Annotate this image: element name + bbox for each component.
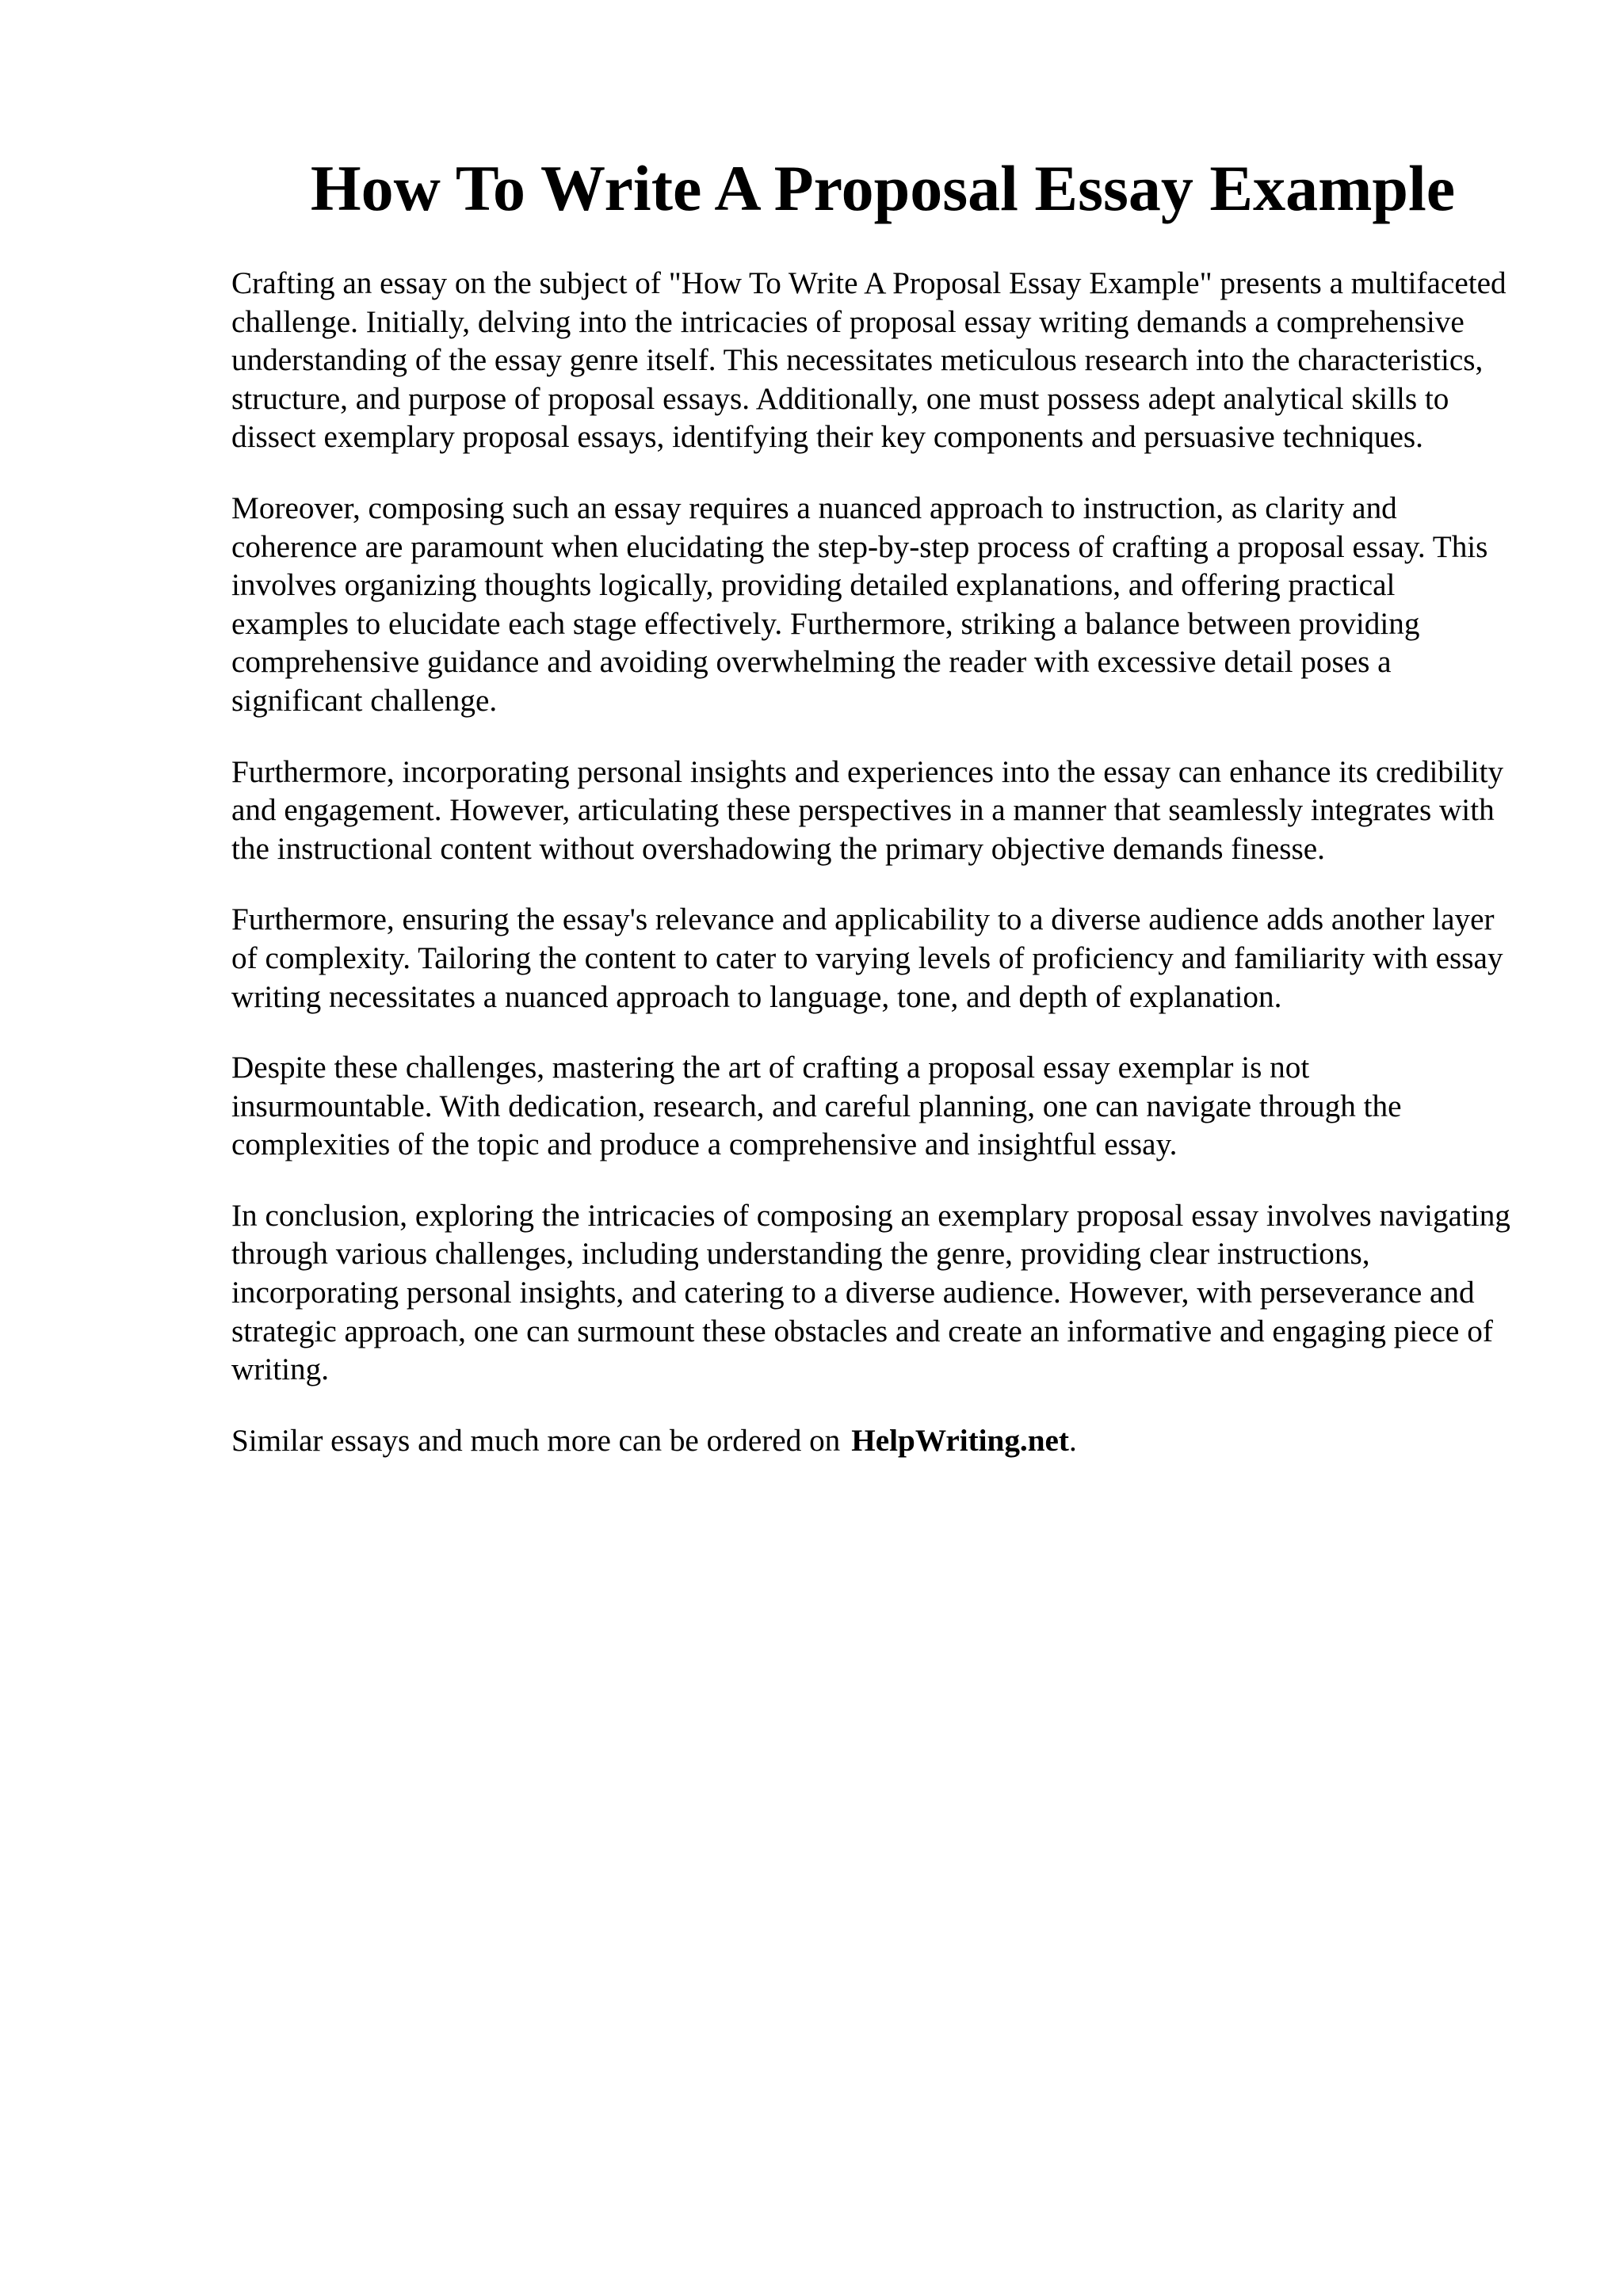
footer-suffix: . [1068,1423,1077,1458]
document-body [231,265,1517,1493]
paragraph-audience-relevance: Furthermore, ensuring the essay's relevance and applicability to a diverse audience adds another layer of complexity. Tailoring the content to cater to varying levels of proficiency and familiarity with essay writing necessitates a nuanced approach to language, tone, and depth of explanation. [231,902,1503,1014]
paragraph-challenges-surmountable: Despite these challenges, mastering the art of crafting a proposal essay exemplar is not insurmountable. With dedication, research, and careful planning, one can navigate through the complexities of the topic and produce a comprehensive and insightful essay. [231,1051,1402,1162]
footer-prefix: Similar essays and much more can be ordered on [231,1423,841,1458]
helpwriting-link[interactable]: HelpWriting.net [851,1423,1069,1458]
document-title: How To Write A Proposal Essay Example [310,152,1456,224]
paragraph-conclusion: In conclusion, exploring the intricacies of composing an exemplary proposal essay involves navigating through various challenges, including understanding the genre, providing clear instructions, incorporating personal insights, and catering to a diverse audience. However, with perseverance and strategic approach, one can surmount these obstacles and create an informative and engaging piece of writing. [231,1198,1510,1387]
paragraph-instruction-approach: Moreover, composing such an essay requires a nuanced approach to instruction, as clarity and coherence are paramount when elucidating the step-by-step process of crafting a proposal essay. This involves organizing thoughts logically, providing detailed explanations, and offering practical examples to elucidate each stage effectively. Furthermore, striking a balance between providing comprehensive guidance and avoiding overwhelming the reader with excessive detail poses a significant challenge. [231,490,1488,718]
paragraph-personal-insights: Furthermore, incorporating personal insights and experiences into the essay can enhance its credibility and engagement. However, articulating these perspectives in a manner that seamlessly integrates with the instructional content without overshadowing the primary objective demands finesse. [231,754,1504,866]
paragraph-intro: Crafting an essay on the subject of "How To Write A Proposal Essay Example" presents a multifaceted challenge. Initially, delving into the intricacies of proposal essay writing demands a comprehensive understanding of the essay genre itself. This necessitates meticulous research into the characteristics, structure, and purpose of proposal essays. Additionally, one must possess adept analytical skills to dissect exemplary proposal essays, identifying their key components and persuasive techniques. [231,266,1507,455]
footer-note [231,1422,1517,1461]
